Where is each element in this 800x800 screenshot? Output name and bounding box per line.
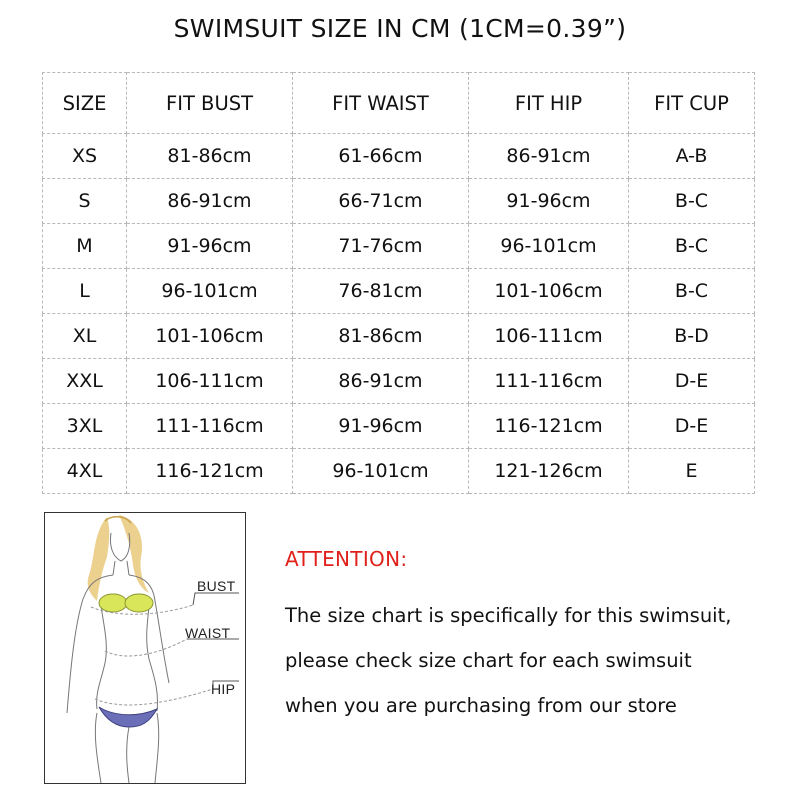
cell-size: S	[43, 179, 127, 224]
cell-hip: 96-101cm	[469, 224, 629, 269]
table-row	[43, 359, 755, 404]
cell-cup: A-B	[629, 134, 755, 179]
cell-cup: B-D	[629, 314, 755, 359]
cell-hip: 106-111cm	[469, 314, 629, 359]
cell-bust: 106-111cm	[127, 359, 293, 404]
header-fit-hip: FIT HIP	[469, 73, 629, 134]
table-row	[43, 449, 755, 494]
table-row	[43, 404, 755, 449]
cell-bust: 81-86cm	[127, 134, 293, 179]
cell-size: 4XL	[43, 449, 127, 494]
table-row	[43, 224, 755, 269]
hip-label: HIP	[211, 681, 236, 697]
cell-waist: 71-76cm	[293, 224, 469, 269]
cell-hip: 101-106cm	[469, 269, 629, 314]
cell-waist: 61-66cm	[293, 134, 469, 179]
cell-hip: 86-91cm	[469, 134, 629, 179]
cell-size: L	[43, 269, 127, 314]
attention-line-3: when you are purchasing from our store	[285, 694, 677, 717]
cell-hip: 91-96cm	[469, 179, 629, 224]
header-fit-cup: FIT CUP	[629, 73, 755, 134]
cell-waist: 96-101cm	[293, 449, 469, 494]
attention-line-2: please check size chart for each swimsuit	[285, 649, 692, 672]
table-row	[43, 269, 755, 314]
body-measurement-illustration	[44, 512, 246, 784]
cell-size: XL	[43, 314, 127, 359]
cell-size: XS	[43, 134, 127, 179]
cell-cup: D-E	[629, 404, 755, 449]
cell-bust: 96-101cm	[127, 269, 293, 314]
cell-cup: D-E	[629, 359, 755, 404]
cell-cup: E	[629, 449, 755, 494]
table-row	[43, 314, 755, 359]
cell-waist: 86-91cm	[293, 359, 469, 404]
cell-hip: 116-121cm	[469, 404, 629, 449]
cell-hip: 121-126cm	[469, 449, 629, 494]
table-row	[43, 134, 755, 179]
header-fit-bust: FIT BUST	[127, 73, 293, 134]
header-size: SIZE	[43, 73, 127, 134]
table-header-row	[43, 73, 755, 134]
cell-bust: 86-91cm	[127, 179, 293, 224]
cell-cup: B-C	[629, 224, 755, 269]
cell-waist: 66-71cm	[293, 179, 469, 224]
waist-label: WAIST	[185, 625, 231, 641]
size-chart-table	[42, 72, 755, 494]
cell-waist: 81-86cm	[293, 314, 469, 359]
cell-cup: B-C	[629, 179, 755, 224]
cell-hip: 111-116cm	[469, 359, 629, 404]
cell-bust: 111-116cm	[127, 404, 293, 449]
cell-bust: 116-121cm	[127, 449, 293, 494]
cell-size: 3XL	[43, 404, 127, 449]
cell-cup: B-C	[629, 269, 755, 314]
body-sketch-icon	[45, 513, 245, 783]
header-fit-waist: FIT WAIST	[293, 73, 469, 134]
cell-waist: 76-81cm	[293, 269, 469, 314]
cell-bust: 101-106cm	[127, 314, 293, 359]
cell-bust: 91-96cm	[127, 224, 293, 269]
cell-size: XXL	[43, 359, 127, 404]
page-title: SWIMSUIT SIZE IN CM (1CM=0.39”)	[173, 14, 627, 43]
attention-line-1: The size chart is specifically for this swimsuit,	[285, 604, 732, 627]
attention-heading: ATTENTION:	[285, 547, 408, 571]
cell-waist: 91-96cm	[293, 404, 469, 449]
table-row	[43, 179, 755, 224]
bust-label: BUST	[197, 578, 236, 594]
cell-size: M	[43, 224, 127, 269]
